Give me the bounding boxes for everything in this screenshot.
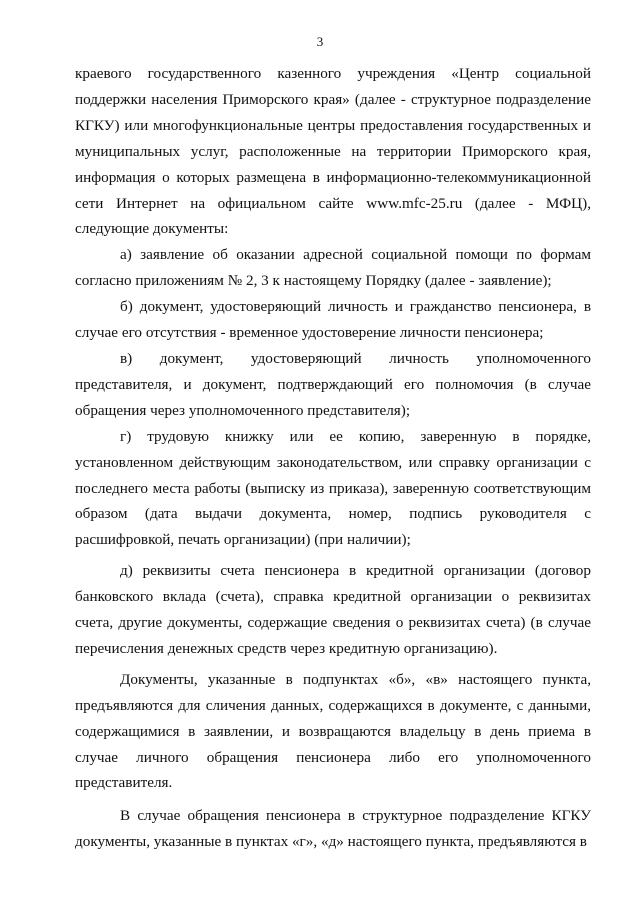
paragraph-intro: краевого государственного казенного учреждения «Центр социальной поддержки населения Приморского края» (далее - структурное подразделение КГКУ) или многофункциональные центры предоставления государственных и муниципальных услуг, расположенные на территории Приморского края, информация о которых размещена в информационно-телекоммуникационной сети Интернет на официальном сайте www.mfc-25.ru (далее - МФЦ), следующие документы:: [75, 65, 591, 238]
list-item-a: а) заявление об оказании адресной социальной помощи по формам согласно приложениям № 2, 3 к настоящему Порядку (далее - заявление);: [75, 246, 591, 290]
document-body: [75, 61, 591, 855]
paragraph-documents-note: Документы, указанные в подпунктах «б», «в» настоящего пункта, предъявляются для сличения данных, содержащихся в документе, с данными, содержащимися в заявлении, и возвращаются владельцу в день приема в случае личного обращения пенсионера либо его уполномоченного представителя.: [75, 670, 591, 792]
paragraph-kgku-note: В случае обращения пенсионера в структурное подразделение КГКУ документы, указанные в пунктах «г», «д» настоящего пункта, предъявляются в: [75, 807, 591, 851]
page-number: 3: [316, 34, 324, 49]
list-item-v: в) документ, удостоверяющий личность уполномоченного представителя, и документ, подтверждающий его полномочия (в случае обращения через уполномоченного представителя);: [75, 349, 591, 419]
list-item-g: г) трудовую книжку или ее копию, заверенную в порядке, установленном действующим законодательством, или справку организации с последнего места работы (выписку из приказа), заверенную соответствующим образом (дата выдачи документа, номер, подпись руководителя с расшифровкой, печать организации) (при наличии);: [75, 427, 591, 549]
list-item-b: б) документ, удостоверяющий личность и гражданство пенсионера, в случае его отсутствия - временное удостоверение личности пенсионера;: [75, 298, 591, 342]
list-item-d: д) реквизиты счета пенсионера в кредитной организации (договор банковского вклада (счета), справка кредитной организации о реквизитах счета, другие документы, содержащие сведения о реквизитах счета) (в случае перечисления денежных средств через кредитную организацию).: [75, 562, 591, 657]
